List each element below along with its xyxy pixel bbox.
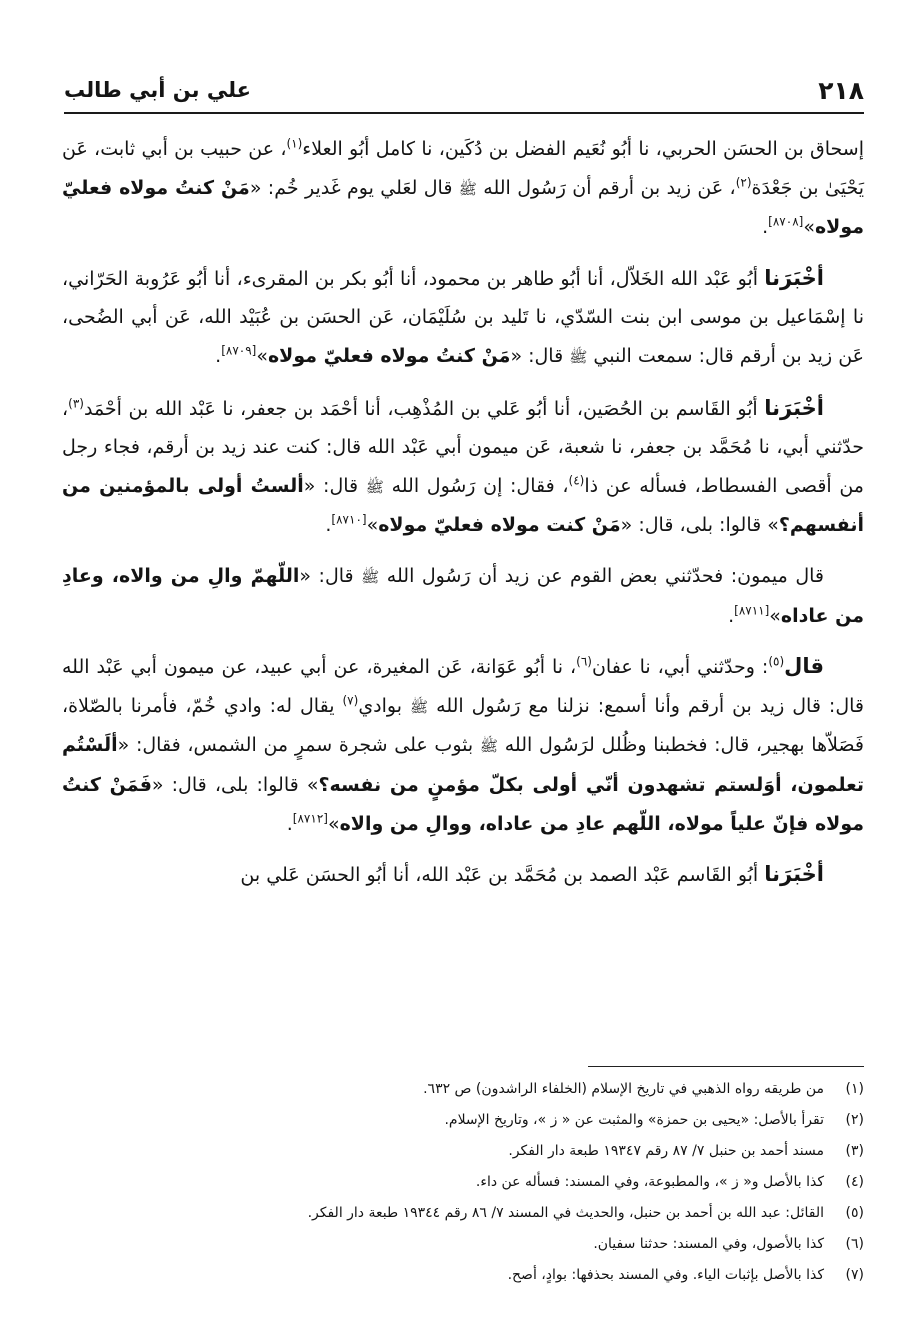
hadith-quote: فَمَنْ كنتُ مولاه فإنّ علياً مولاه، اللّهم عادِ من عاداه، ووالِ من والاه <box>62 773 864 835</box>
footnote <box>60 1136 864 1167</box>
footnote-number: (١) <box>845 1081 864 1097</box>
hadith-reference: [٨٧٠٨] <box>768 214 804 229</box>
footnote <box>60 1260 864 1291</box>
hadith-quote: مَنْ كنتُ مولاه فعليّ مولاه <box>267 344 511 367</box>
text-run: أبُو عَبْد الله الخَلاّل، أنا أبُو طاهر بن محمود، أنا أبُو بكر بن المقرىء، أنا أبُو عَرُوبة الحَرّاني، نا إسْمَاعيل بن موسى ابن بنت السّدّي، نا تَليد بن سُلَيْمَان، عَن الحسَن بن عُبَيْد الله، عَن أبي الضُحى، عَن زيد بن أرقم قال: سمعت النبي <box>62 267 864 367</box>
footnote-text: كذا بالأصل و« ز »، والمطبوعة، وفي المسند: فسأله عن داء. <box>475 1174 824 1190</box>
akhbarana-keyword: أخْبَرَنا <box>764 862 824 887</box>
footnote <box>60 1198 864 1229</box>
text-run: » <box>366 514 379 537</box>
footnote-number: (٢) <box>845 1112 864 1128</box>
paragraph-3 <box>62 389 864 545</box>
text-run: بثوب على شجرة سمرٍ من الشمس، فقال: « <box>117 734 474 757</box>
footnote-number: (٣) <box>845 1143 864 1159</box>
hadith-reference: [٨٧١٢] <box>292 811 328 826</box>
text-run: أبُو القَاسم بن الحُصَين، أنا أبُو عَلي بن المُذْهِب، أنا أحْمَد بن جعفر، نا عَبْد الله بن أحْمَد <box>83 397 758 420</box>
hadith-quote: اللّهمّ والِ من والاه، وعادِ من عاداه <box>62 564 864 627</box>
text-run: » <box>803 216 815 239</box>
footnote-marker[interactable]: (٢) <box>735 175 752 190</box>
text-run: قال لعَلي يوم غَدير خُم: « <box>249 176 453 199</box>
footnote-marker[interactable]: (٤) <box>568 473 585 488</box>
footnote-marker[interactable]: (٣) <box>68 396 84 411</box>
footnote-marker[interactable]: (٥) <box>768 654 785 669</box>
footnote-text: مسند أحمد بن حنبل ٧/ ٨٧ رقم ١٩٣٤٧ طبعة دار الفكر. <box>508 1143 824 1159</box>
footnote-text: من طريقه رواه الذهبي في تاريخ الإسلام (الخلفاء الراشدون) ص ٦٣٢. <box>423 1081 824 1097</box>
hadith-reference: [٨٧١٠] <box>331 513 367 528</box>
text-run: » قالوا: بلى، قال: « <box>620 514 779 537</box>
footnote-number: (٧) <box>845 1267 864 1283</box>
text-run: . <box>215 344 222 367</box>
text-run: . <box>325 514 332 537</box>
footnote-text: القائل: عبد الله بن أحمد بن حنبل، والحديث في المسند ٧/ ٨٦ رقم ١٩٣٤٤ طبعة دار الفكر. <box>307 1205 824 1221</box>
salla-ligature: ﷺ <box>458 179 477 198</box>
main-text <box>62 130 864 907</box>
text-run: بوادي <box>358 694 403 717</box>
text-run: ، حدّثني أبي، نا مُحَمَّد بن جعفر، نا شعبة، عَن ميمون أبي عَبْد الله قال: كنت عند زيد بن أرقم، فجاء رجل من أقصى الفسطاط، فسأله عن ذا <box>62 397 864 497</box>
text-run: قال ميمون: فحدّثني بعض القوم عن زيد أن رَسُول الله <box>386 564 824 587</box>
paragraph-6 <box>62 855 864 895</box>
text-run: ، فقال: إن رَسُول الله <box>391 474 569 497</box>
text-run: » <box>256 344 268 367</box>
footnote-number: (٥) <box>845 1205 864 1221</box>
footnote-marker[interactable]: (٦) <box>576 654 592 669</box>
text-run: قال: « <box>299 564 354 587</box>
running-title: علي بن أبي طالب <box>64 78 251 102</box>
salla-ligature: ﷺ <box>365 477 384 496</box>
qala-keyword: قال <box>784 654 824 679</box>
text-run: . <box>728 604 735 627</box>
hadith-quote: ألَسْتُم تعلمون، أوَلستم تشهدون أنّي أولى بكلّ مؤمنٍ من نفسه؟ <box>62 734 865 796</box>
akhbarana-keyword: أخْبَرَنا <box>764 395 824 420</box>
text-run: إسحاق بن الحسَن الحربي، نا أبُو نُعَيم الفضل بن دُكَين، نا كامل أبُو العلاء <box>302 138 864 160</box>
text-run: قال: « <box>303 474 359 497</box>
footnotes <box>60 1074 864 1291</box>
akhbarana-keyword: أخْبَرَنا <box>764 265 825 290</box>
text-run: أبُو القَاسم عَبْد الصمد بن مُحَمَّد بن عَبْد الله، أنا أبُو الحسَن عَلي بن <box>240 864 759 887</box>
text-run: . <box>762 216 769 239</box>
hadith-reference: [٨٧١١] <box>734 603 770 618</box>
hadith-quote: مَنْ كنتُ مولاه فعليّ مولاه <box>62 176 864 239</box>
text-run: ، نا أبُو عَوَانة، عَن المغيرة، عن أبي عبيد، عن ميمون أبي عَبْد الله قال: قال زيد بن أرقم وأنا أسمع: نزلنا مع رَسُول الله <box>62 656 864 717</box>
hadith-reference: [٨٧٠٩] <box>221 343 257 358</box>
paragraph-2 <box>62 259 864 377</box>
salla-ligature: ﷺ <box>361 567 380 586</box>
footnote-marker[interactable]: (٧) <box>342 693 359 708</box>
footnote-text: كذا بالأصل بإثبات الياء. وفي المسند بحذفها: بوادٍ، أصح. <box>507 1267 824 1283</box>
paragraph-1 <box>62 130 864 247</box>
salla-ligature: ﷺ <box>569 347 588 366</box>
footnote <box>60 1167 864 1198</box>
text-run: . <box>286 812 293 835</box>
text-run: » قالوا: بلى، قال: « <box>151 773 319 796</box>
footnote-number: (٦) <box>845 1236 864 1252</box>
paragraph-4 <box>62 557 864 635</box>
footnote <box>60 1229 864 1260</box>
footnote-text: تقرأ بالأصل: «يحيى بن حمزة» والمثبت عن « ز »، وتاريخ الإسلام. <box>444 1112 824 1128</box>
paragraph-5 <box>62 647 864 843</box>
footnote-text: كذا بالأصول، وفي المسند: حدثنا سفيان. <box>593 1236 824 1252</box>
footnote-marker[interactable]: (١) <box>286 136 303 151</box>
footnote-number: (٤) <box>845 1174 864 1190</box>
text-run: ، عَن زيد بن أرقم أن رَسُول الله <box>483 176 736 199</box>
text-run: » <box>327 812 340 835</box>
footnote <box>60 1074 864 1105</box>
salla-ligature: ﷺ <box>410 697 429 716</box>
salla-ligature: ﷺ <box>479 737 499 756</box>
text-run: يقال له: وادي خُمّ، فأمرنا بالصّلاة، فَصَلاّها بهجير، قال: فخطبنا وظُلل لرَسُول الله <box>62 694 864 757</box>
text-run: » <box>769 604 781 627</box>
footnote <box>60 1105 864 1136</box>
hadith-quote: مَنْ كنت مولاه فعليّ مولاه <box>378 514 621 537</box>
text-run: : وحدّثني أبي، نا عفان <box>591 656 769 679</box>
page-number: ٢١٨ <box>818 76 864 105</box>
text-run: قال: « <box>510 344 564 367</box>
page-header <box>64 72 864 114</box>
hadith-quote: ألستُ أولى بالمؤمنين من أنفسهم؟ <box>62 474 864 537</box>
text-run: ، عن حبيب بن أبي ثابت، عَن يَحْيَىٰ بن جَعْدَة <box>62 138 864 199</box>
footnote-separator <box>588 1066 864 1067</box>
